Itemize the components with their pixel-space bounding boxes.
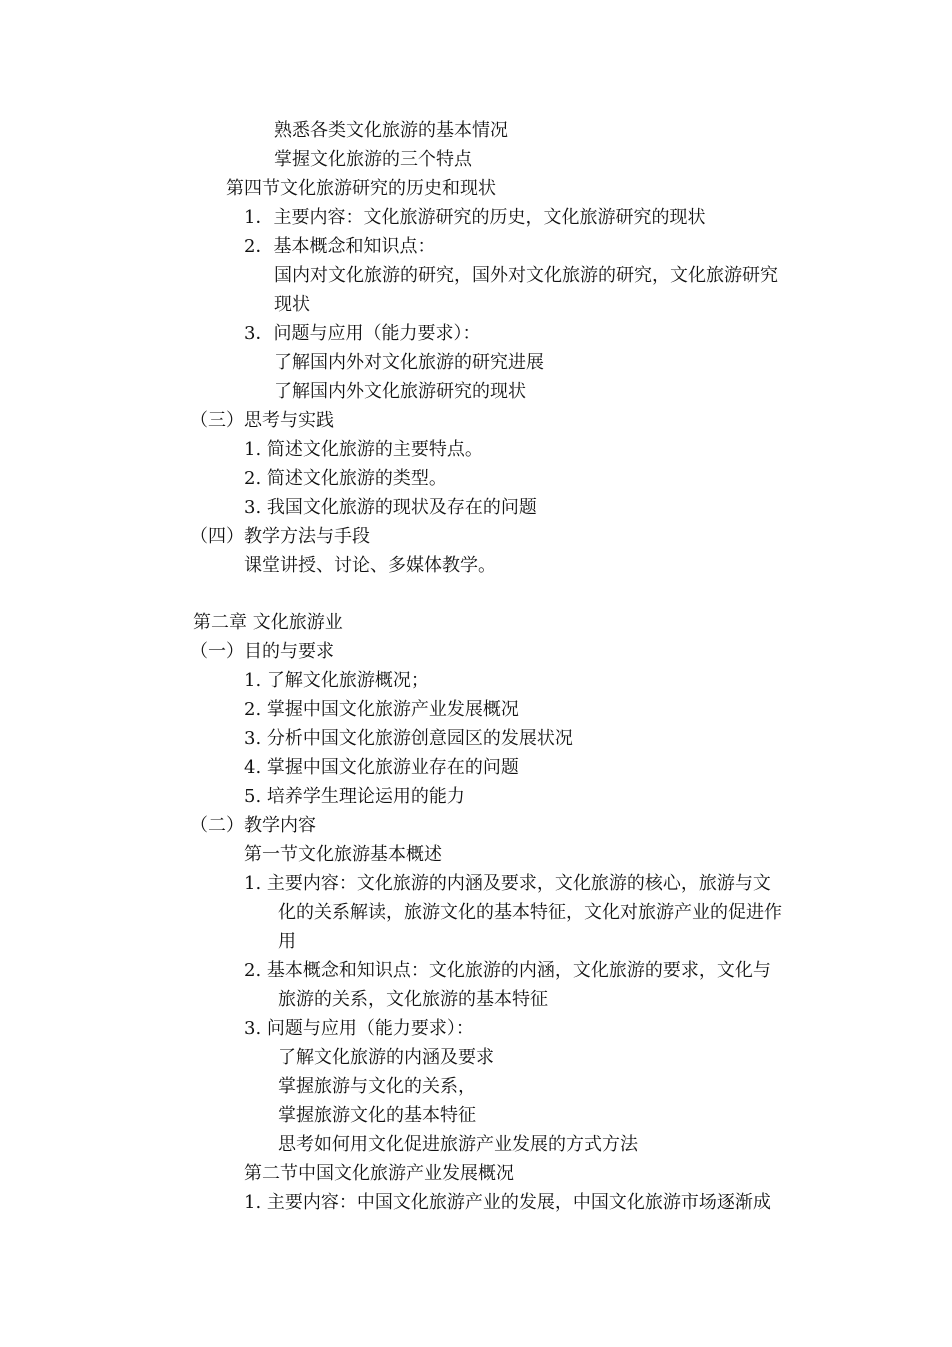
section-heading: 第四节文化旅游研究的历史和现状 [226, 178, 496, 199]
text-line: 旅游的关系，文化旅游的基本特征 [278, 989, 548, 1010]
text-line: 现状 [274, 294, 310, 315]
text-line: 化的关系解读，旅游文化的基本特征，文化对旅游产业的促进作 [278, 902, 782, 923]
list-item: 3. 分析中国文化旅游创意园区的发展状况 [244, 728, 573, 749]
text-line: 思考如何用文化促进旅游产业发展的方式方法 [278, 1134, 638, 1155]
text-line: 国内对文化旅游的研究，国外对文化旅游的研究，文化旅游研究 [274, 265, 778, 286]
text-line: 课堂讲授、讨论、多媒体教学。 [244, 555, 496, 576]
text-line: 了解国内外文化旅游研究的现状 [274, 381, 526, 402]
subsection-heading: （二）教学内容 [190, 815, 316, 836]
chapter-heading: 第二章 文化旅游业 [193, 612, 343, 633]
text-line: 了解国内外对文化旅游的研究进展 [274, 352, 544, 373]
subsection-heading: （一）目的与要求 [190, 641, 334, 662]
list-item: 1. 简述文化旅游的主要特点。 [244, 439, 483, 460]
text-line: 了解文化旅游的内涵及要求 [278, 1047, 494, 1068]
text-line: 熟悉各类文化旅游的基本情况 [274, 120, 508, 141]
subsection-heading: （三）思考与实践 [190, 410, 334, 431]
list-item: 1. 了解文化旅游概况； [244, 670, 429, 691]
list-item: 2．基本概念和知识点： [244, 236, 436, 257]
section-heading: 第一节文化旅游基本概述 [244, 844, 442, 865]
list-item: 3. 问题与应用（能力要求）： [244, 1018, 474, 1039]
list-item: 3. 我国文化旅游的现状及存在的问题 [244, 497, 537, 518]
list-item: 1. 主要内容：中国文化旅游产业的发展，中国文化旅游市场逐渐成 [244, 1192, 771, 1213]
section-heading: 第二节中国文化旅游产业发展概况 [244, 1163, 514, 1184]
list-item: 2. 简述文化旅游的类型。 [244, 468, 447, 489]
list-item: 2. 基本概念和知识点：文化旅游的内涵，文化旅游的要求，文化与 [244, 960, 771, 981]
list-item: 5. 培养学生理论运用的能力 [244, 786, 465, 807]
list-item: 3．问题与应用（能力要求）： [244, 323, 481, 344]
list-item: 2. 掌握中国文化旅游产业发展概况 [244, 699, 519, 720]
list-item: 1．主要内容：文化旅游研究的历史，文化旅游研究的现状 [244, 207, 706, 228]
list-item: 1. 主要内容：文化旅游的内涵及要求，文化旅游的核心，旅游与文 [244, 873, 771, 894]
text-line: 掌握旅游与文化的关系， [278, 1076, 476, 1097]
text-line: 用 [278, 931, 296, 952]
list-item: 4. 掌握中国文化旅游业存在的问题 [244, 757, 519, 778]
text-line: 掌握旅游文化的基本特征 [278, 1105, 476, 1126]
text-line: 掌握文化旅游的三个特点 [274, 149, 472, 170]
subsection-heading: （四）教学方法与手段 [190, 526, 370, 547]
